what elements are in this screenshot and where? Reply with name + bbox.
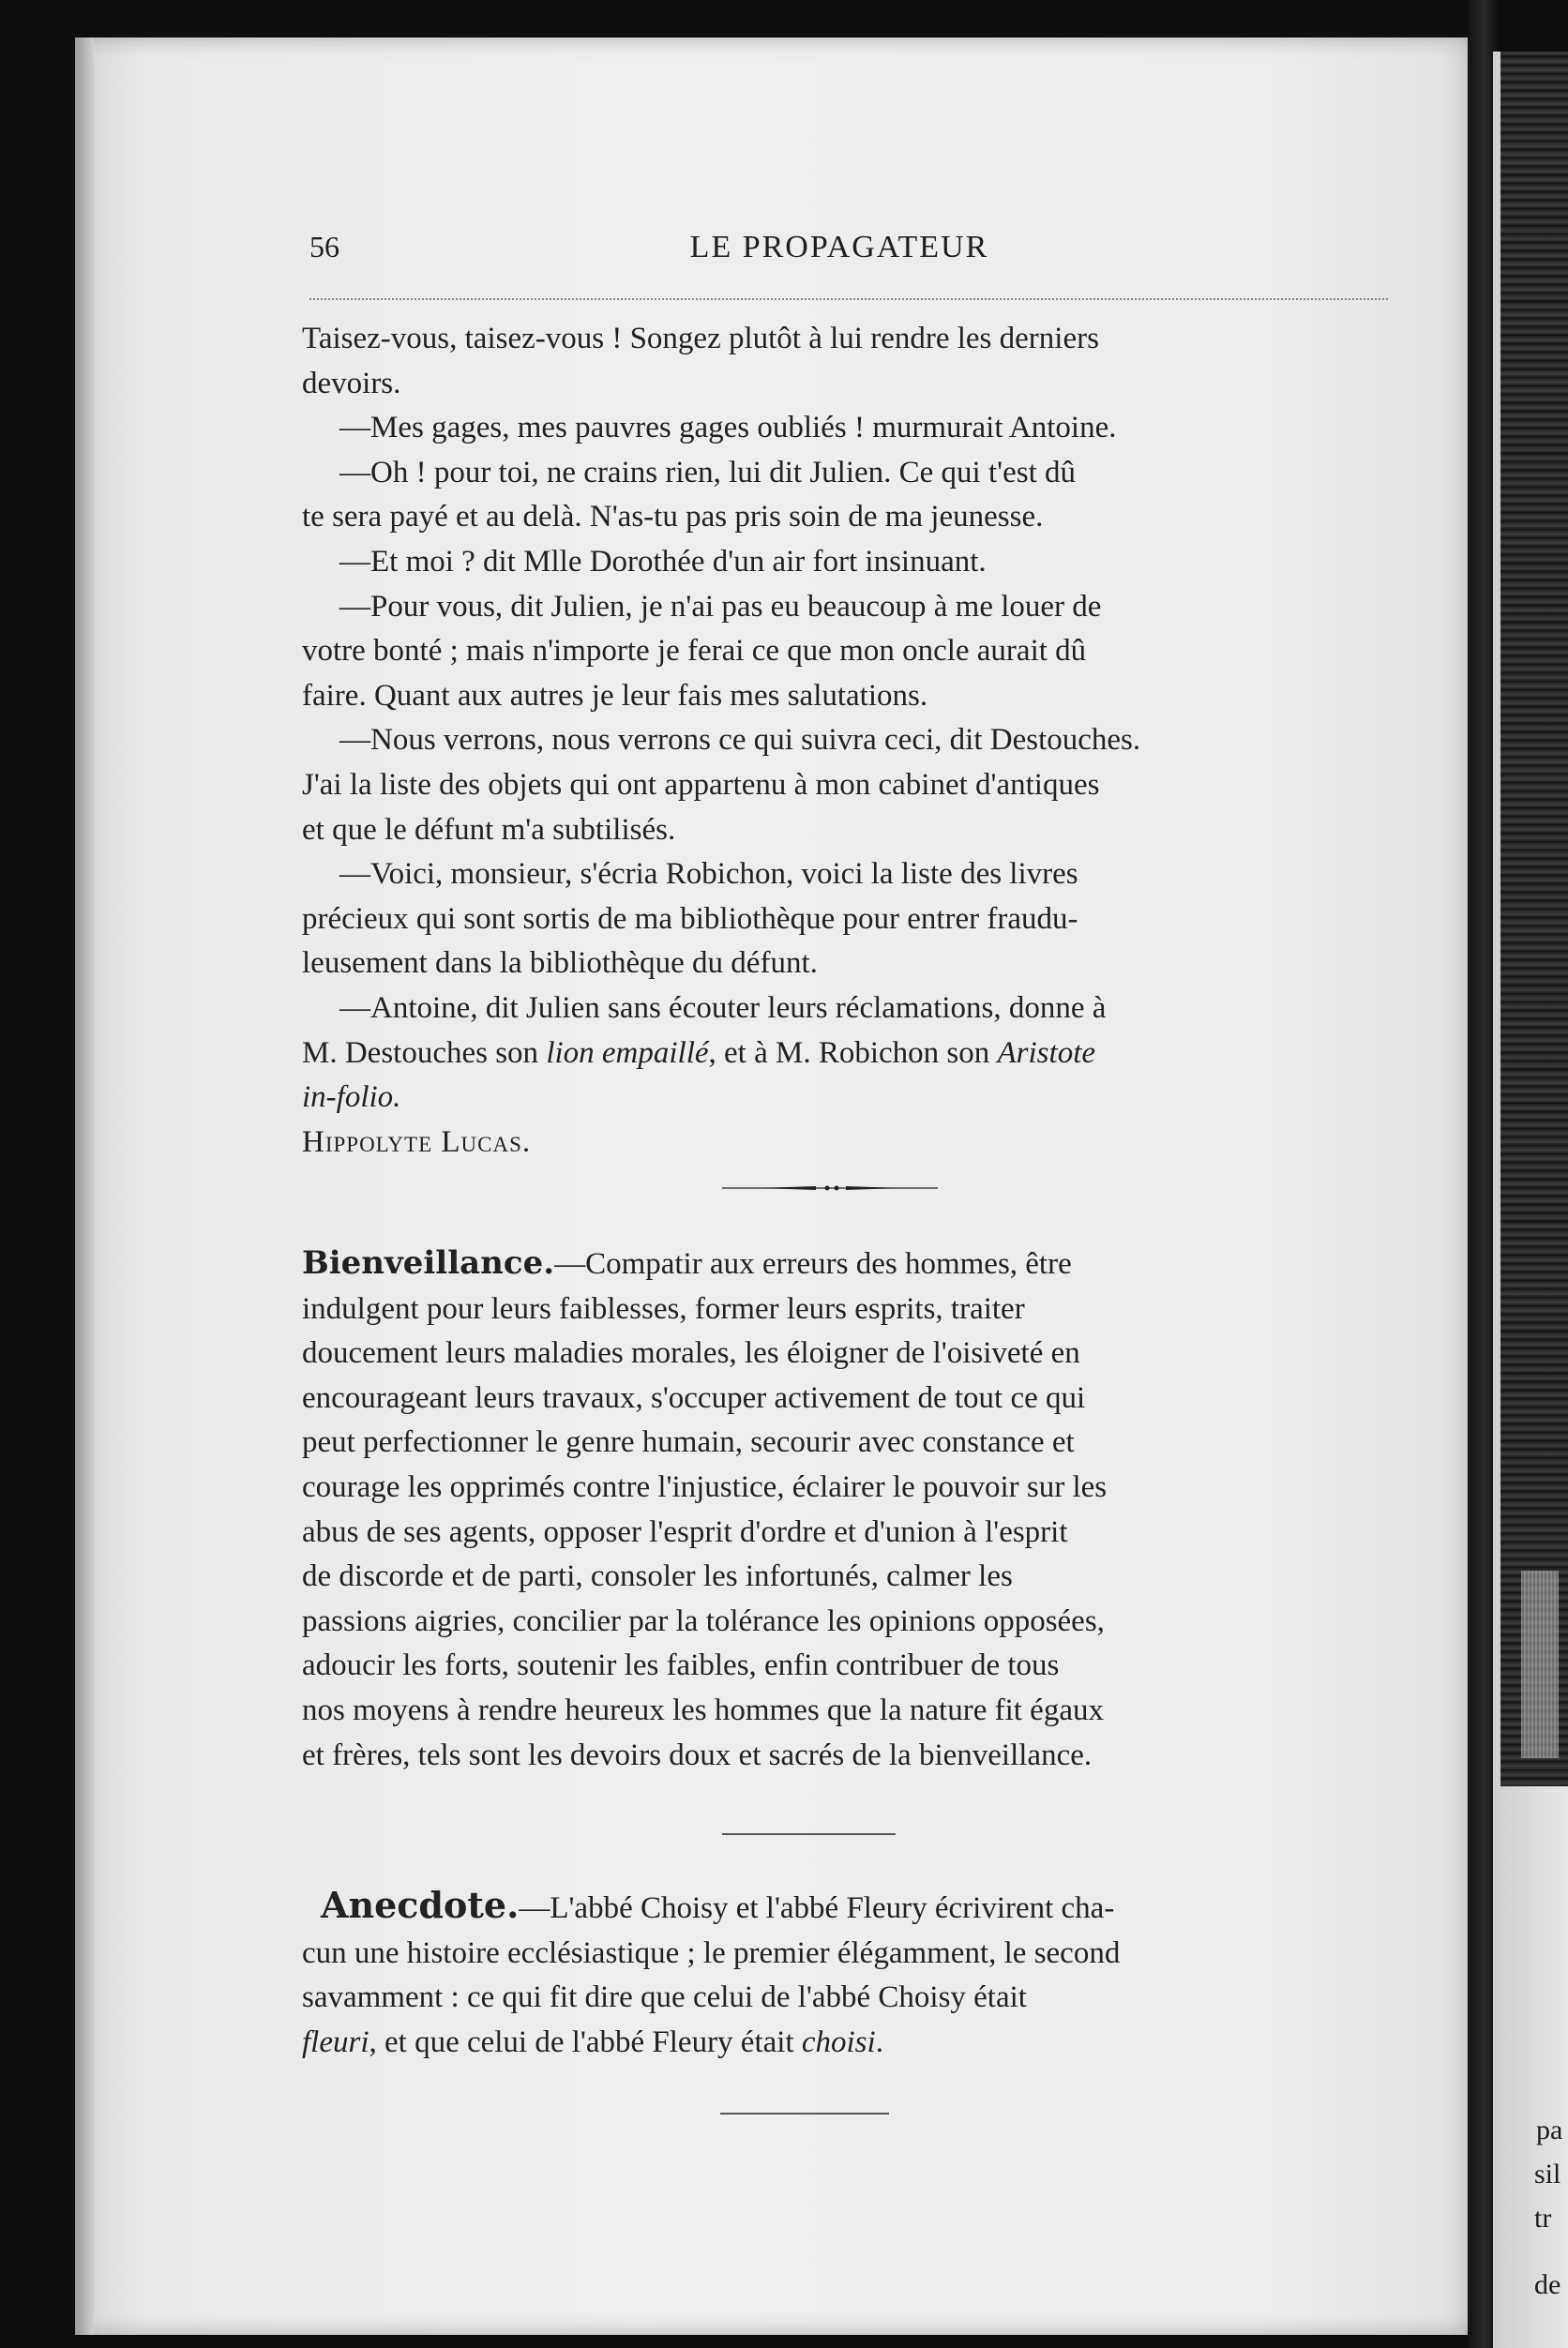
story-section <box>302 317 1348 1165</box>
section-divider <box>720 2113 889 2115</box>
author-signature: Hippolyte Lucas. <box>302 1124 532 1159</box>
text-line: encourageant leurs travaux, s'occuper activement de tout ce qui <box>302 1380 1086 1415</box>
text-line: indulgent pour leurs faiblesses, former leurs esprits, traiter <box>302 1291 1025 1326</box>
paragraph <box>302 1242 1348 1778</box>
page-header <box>309 230 1369 277</box>
text-fragment: —L'abbé Choisy et l'abbé Fleury écrivirent cha- <box>519 1891 1115 1925</box>
text-line: abus de ses agents, opposer l'esprit d'ordre et d'union à l'esprit <box>302 1514 1068 1549</box>
next-page-fragment: pa <box>1536 2115 1563 2145</box>
text-fragment: . <box>875 2024 883 2059</box>
paragraph <box>302 1883 1348 2065</box>
section-heading: Bienveillance. <box>302 1244 555 1282</box>
next-page-fragment: sil <box>1534 2159 1561 2190</box>
text-line: courage les opprimés contre l'injustice, éclairer le pouvoir sur les <box>302 1469 1108 1504</box>
text-line: —Nous verrons, nous verrons ce qui suivra ceci, dit Destouches. <box>339 723 1141 758</box>
italic-text: fleuri <box>302 2024 369 2059</box>
running-title: LE PROPAGATEUR <box>689 230 989 264</box>
paragraph <box>302 451 1348 540</box>
italic-text: lion empaillé <box>546 1035 709 1070</box>
paragraph <box>302 852 1348 986</box>
page-number: 56 <box>309 230 339 263</box>
text-line: —Mes gages, mes pauvres gages oubliés ! murmurait Antoine. <box>339 411 1117 445</box>
text-line: votre bonté ; mais n'importe je ferai ce que mon oncle aurait dû <box>302 634 1087 669</box>
text-line: faire. Quant aux autres je leur fais mes salutations. <box>302 678 928 713</box>
section-heading: Anecdote. <box>321 1884 520 1926</box>
paragraph <box>302 718 1348 852</box>
text-line: précieux qui sont sortis de ma bibliothèque pour entrer fraudu- <box>302 901 1078 936</box>
text-line: cun une histoire ecclésiastique ; le premier élégamment, le second <box>302 1935 1121 1970</box>
paragraph <box>302 585 1348 719</box>
text-line: te sera payé et au delà. N'as-tu pas pris soin de ma jeunesse. <box>302 500 1044 534</box>
text-line: de discorde et de parti, consoler les infortunés, calmer les <box>302 1559 1013 1594</box>
italic-text: choisi <box>801 2024 876 2059</box>
text-line: —Pour vous, dit Julien, je n'ai pas eu beaucoup à me louer de <box>339 589 1102 624</box>
paragraph <box>302 986 1348 1121</box>
text-line: —Antoine, dit Julien sans écouter leurs réclamations, donne à <box>339 990 1107 1025</box>
text-line: leusement dans la bibliothèque du défunt. <box>302 946 818 981</box>
next-page-illustration <box>1500 52 1568 1786</box>
text-fragment: M. Destouches son <box>302 1035 547 1070</box>
text-line: passions aigries, concilier par la tolérance les opinions opposées, <box>302 1603 1105 1638</box>
text-fragment: —Compatir aux erreurs des hommes, être <box>554 1247 1072 1281</box>
text-line: doucement leurs maladies morales, les éloigner de l'oisiveté en <box>302 1336 1080 1371</box>
paragraph <box>302 406 1348 451</box>
next-page-edge <box>1493 52 1568 2348</box>
section-divider <box>722 1833 896 1835</box>
text-line: —Oh ! pour toi, ne crains rien, lui dit Julien. Ce qui t'est dû <box>339 455 1076 489</box>
header-rule <box>309 298 1388 300</box>
text-line: —Et moi ? dit Mlle Dorothée d'un air fort insinuant. <box>339 544 987 579</box>
italic-text: Aristote <box>997 1035 1096 1070</box>
ornament-divider <box>722 1183 938 1193</box>
paragraph <box>302 317 1348 406</box>
italic-text: in-folio. <box>302 1080 401 1115</box>
bienveillance-section <box>302 1242 1348 1778</box>
text-line: J'ai la liste des objets qui ont appartenu à mon cabinet d'antiques <box>302 767 1100 802</box>
next-page-fragment: de <box>1534 2269 1561 2300</box>
text-line: et que le défunt m'a subtilisés. <box>302 812 676 847</box>
page-edge <box>75 38 94 2335</box>
text-line: devoirs. <box>302 366 401 400</box>
text-line: et frères, tels sont les devoirs doux et sacrés de la bienveillance. <box>302 1738 1093 1772</box>
text-line: savamment : ce qui fit dire que celui de l'abbé Choisy était <box>302 1980 1027 2015</box>
anecdote-section <box>302 1883 1348 2065</box>
text-line: —Voici, monsieur, s'écria Robichon, voici la liste des livres <box>339 857 1078 892</box>
text-line: adoucir les forts, soutenir les faibles, enfin contribuer de tous <box>302 1648 1060 1683</box>
text-line: nos moyens à rendre heureux les hommes que la nature fit égaux <box>302 1693 1104 1727</box>
text-line: peut perfectionner le genre humain, secourir avec constance et <box>302 1425 1075 1460</box>
text-fragment: , et que celui de l'abbé Fleury était <box>369 2024 802 2059</box>
paragraph <box>302 540 1348 585</box>
text-fragment: , et à M. Robichon son <box>708 1035 998 1070</box>
text-line: Taisez-vous, taisez-vous ! Songez plutôt à lui rendre les derniers <box>302 322 1099 355</box>
next-page-fragment: tr <box>1534 2203 1552 2234</box>
